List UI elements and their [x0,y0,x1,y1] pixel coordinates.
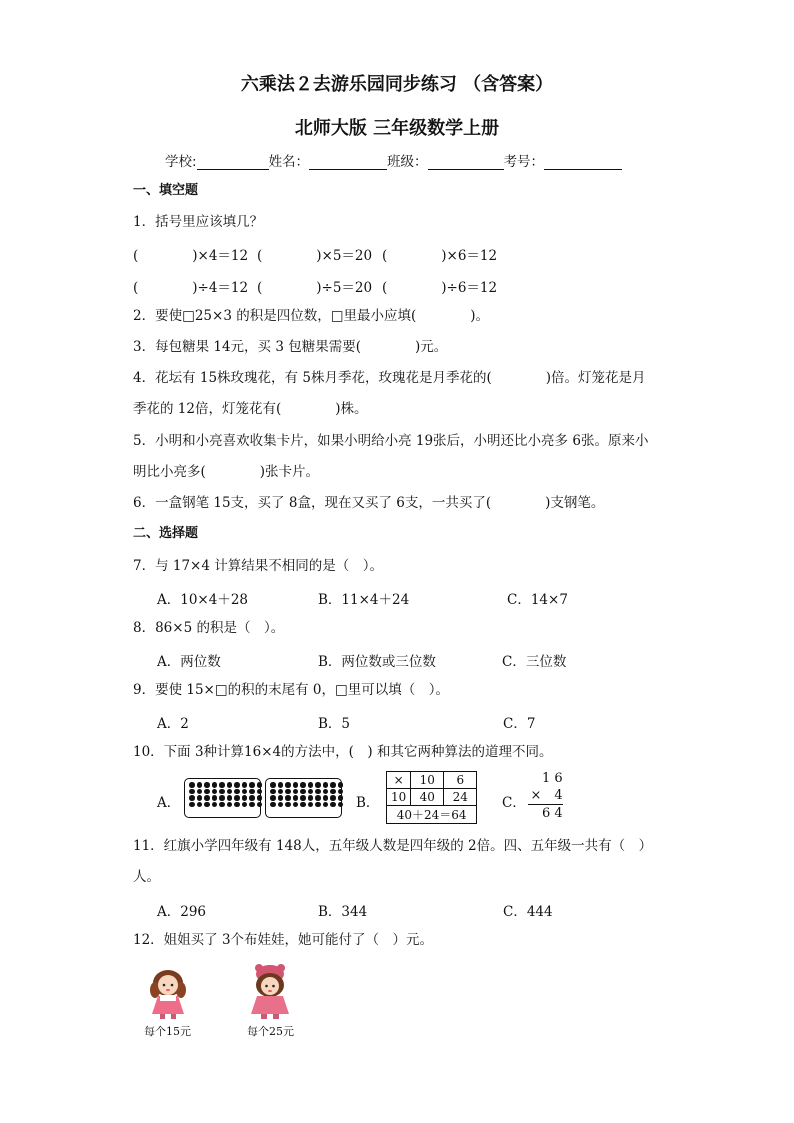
table-sum: 40＋24＝64 [387,806,477,824]
doll-2-price: 每个25元 [247,1025,294,1038]
array-dot [234,802,240,808]
vertical-result: 6 4 [542,806,563,821]
q7-option-a[interactable]: A．10×4＋28 [157,592,249,608]
array-dot [242,789,248,795]
q10-multiplication-table [386,771,477,824]
array-dot [285,802,291,808]
question-7-stem: 7．与 17×4 计算结果不相同的是（ ）。 [133,558,384,574]
array-dot [212,795,218,801]
array-dot [234,782,240,788]
array-dot [300,795,306,801]
q1-row1-item1: ( )×4＝12 [133,248,249,264]
question-6: 6．一盒钢笔 15支，买了 8盒，现在又买了 6支，一共买了( )支钢笔。 [133,495,605,511]
question-8-stem: 8．86×5 的积是（ ）。 [133,620,285,636]
exam-no-label: 考号： [503,154,545,170]
question-4-line2: 季花的 12倍，灯笼花有( )株。 [133,401,368,417]
doll-image-2 [247,962,293,1020]
array-dot [300,789,306,795]
array-dot [293,789,299,795]
question-5-line2: 明比小亮多( )张卡片。 [133,464,320,480]
array-dot [242,795,248,801]
class-blank[interactable] [428,155,504,170]
school-blank[interactable] [197,155,269,170]
q7-option-b[interactable]: B．11×4＋24 [318,592,410,608]
table-row-label: 10 [387,789,411,806]
array-dot [219,789,225,795]
array-dot [338,789,344,795]
array-dot [212,789,218,795]
section-fill-blank: 一、填空题 [133,183,199,198]
q11-option-a[interactable]: A．296 [157,904,207,920]
q1-row2-item1: ( )÷4＝12 [133,280,249,296]
array-dot [330,795,336,801]
q1-row1-item2: ( )×5＝20 [257,248,373,264]
array-dot [227,789,233,795]
array-dot [227,795,233,801]
array-dot [300,802,306,808]
array-dot [197,795,203,801]
array-dot [197,789,203,795]
array-dot [257,789,263,795]
doll-image-1 [146,966,190,1020]
q10-option-a-label[interactable]: A． [157,795,181,811]
array-dot [204,789,210,795]
table-cell-24: 24 [444,789,477,806]
array-dot [338,782,344,788]
section-multiple-choice: 二、选择题 [133,526,199,541]
array-dot [249,802,255,808]
array-dot [300,782,306,788]
array-dot [315,802,321,808]
array-dot [293,795,299,801]
q9-option-b[interactable]: B．5 [318,716,351,732]
array-dot [219,795,225,801]
q10-option-b-label[interactable]: B． [356,795,380,811]
array-dot [249,782,255,788]
array-dot [189,789,195,795]
array-dot [270,802,276,808]
array-dot [234,795,240,801]
q8-option-b[interactable]: B．两位数或三位数 [318,654,436,670]
array-dot [323,795,329,801]
array-dot [330,782,336,788]
question-1-stem: 1．括号里应该填几？ [133,214,264,230]
table-header-10: 10 [411,772,444,789]
q9-option-a[interactable]: A．2 [157,716,189,732]
student-info-line [165,150,622,170]
vertical-top: 1 6 [542,771,563,786]
array-dot [204,782,210,788]
array-dot [257,782,263,788]
array-dot [204,795,210,801]
array-dot [308,795,314,801]
question-2: 2．要使□25×3 的积是四位数，□里最小应填( )。 [133,308,490,324]
array-dot [234,789,240,795]
array-dot [189,795,195,801]
array-dot [212,782,218,788]
doll-1-price: 每个15元 [144,1025,191,1038]
array-dot [249,789,255,795]
question-3: 3．每包糖果 14元，买 3 包糖果需要( )元。 [133,339,448,355]
array-dot [257,795,263,801]
school-label: 学校: [165,154,197,170]
document-subtitle: 北师大版 三年级数学上册 [294,118,500,139]
array-dot [285,782,291,788]
table-header-times: × [387,772,411,789]
array-dot [278,795,284,801]
array-dot [242,782,248,788]
array-dot [227,802,233,808]
question-10-stem: 10．下面 3种计算16×4的方法中，( ) 和其它两种算法的道理不同。 [133,744,553,760]
array-dot [197,782,203,788]
class-label: 班级： [387,154,428,170]
q8-option-c[interactable]: C．三位数 [502,654,567,670]
q1-row1-item3: ( )×6＝12 [382,248,498,264]
array-dot [308,789,314,795]
array-dot [197,802,203,808]
array-dot [293,782,299,788]
document-title: 六乘法２去游乐园同步练习 （含答案） [240,74,554,95]
question-4-line1: 4．花坛有 15株玫瑰花，有 5株月季花，玫瑰花是月季花的( )倍。灯笼花是月 [133,370,646,386]
array-dot [330,802,336,808]
array-dot [249,795,255,801]
array-dot [315,782,321,788]
array-dot [308,802,314,808]
vertical-multiplier: × 4 [528,787,563,805]
array-dot [219,802,225,808]
array-dot [270,789,276,795]
array-dot [323,802,329,808]
array-dot [308,782,314,788]
table-header-6: 6 [444,772,477,789]
question-12-stem: 12．姐姐买了 3个布娃娃，她可能付了（ ）元。 [133,932,434,948]
array-dot [278,789,284,795]
array-dot [219,782,225,788]
array-dot [315,795,321,801]
array-dot [278,782,284,788]
array-dot [270,795,276,801]
array-dot [285,789,291,795]
array-dot [270,782,276,788]
exam-no-blank[interactable] [544,155,622,170]
array-dot [323,782,329,788]
q1-row2-item2: ( )÷5＝20 [257,280,373,296]
q7-option-c[interactable]: C．14×7 [507,592,568,608]
q10-dot-array-left [184,778,261,818]
question-9-stem: 9．要使 15×□的积的末尾有 0，□里可以填（ ）。 [133,682,450,698]
array-dot [212,802,218,808]
array-dot [338,795,344,801]
table-cell-40: 40 [411,789,444,806]
q10-vertical-calculation [528,770,563,822]
question-11-line1: 11．红旗小学四年级有 148人，五年级人数是四年级的 2倍。四、五年级一共有（ ） [133,838,653,854]
array-dot [285,795,291,801]
q1-row2-item3: ( )÷6＝12 [382,280,498,296]
name-blank[interactable] [309,155,387,170]
array-dot [315,789,321,795]
q11-option-c[interactable]: C．444 [503,904,553,920]
question-11-line2: 人。 [133,869,160,885]
array-dot [242,802,248,808]
q10-option-c-label[interactable]: C． [502,795,526,811]
q10-dot-array-right [265,778,342,818]
array-dot [338,802,344,808]
q8-option-a[interactable]: A．两位数 [157,654,221,670]
array-dot [189,782,195,788]
array-dot [330,789,336,795]
array-dot [189,802,195,808]
array-dot [204,802,210,808]
array-dot [323,789,329,795]
array-dot [227,782,233,788]
array-dot [293,802,299,808]
array-dot [278,802,284,808]
array-dot [257,802,263,808]
q9-option-c[interactable]: C．7 [503,716,536,732]
question-5-line1: 5．小明和小亮喜欢收集卡片，如果小明给小亮 19张后，小明还比小亮多 6张。原来小 [133,433,649,449]
name-label: 姓名： [268,154,310,170]
q11-option-b[interactable]: B．344 [318,904,368,920]
